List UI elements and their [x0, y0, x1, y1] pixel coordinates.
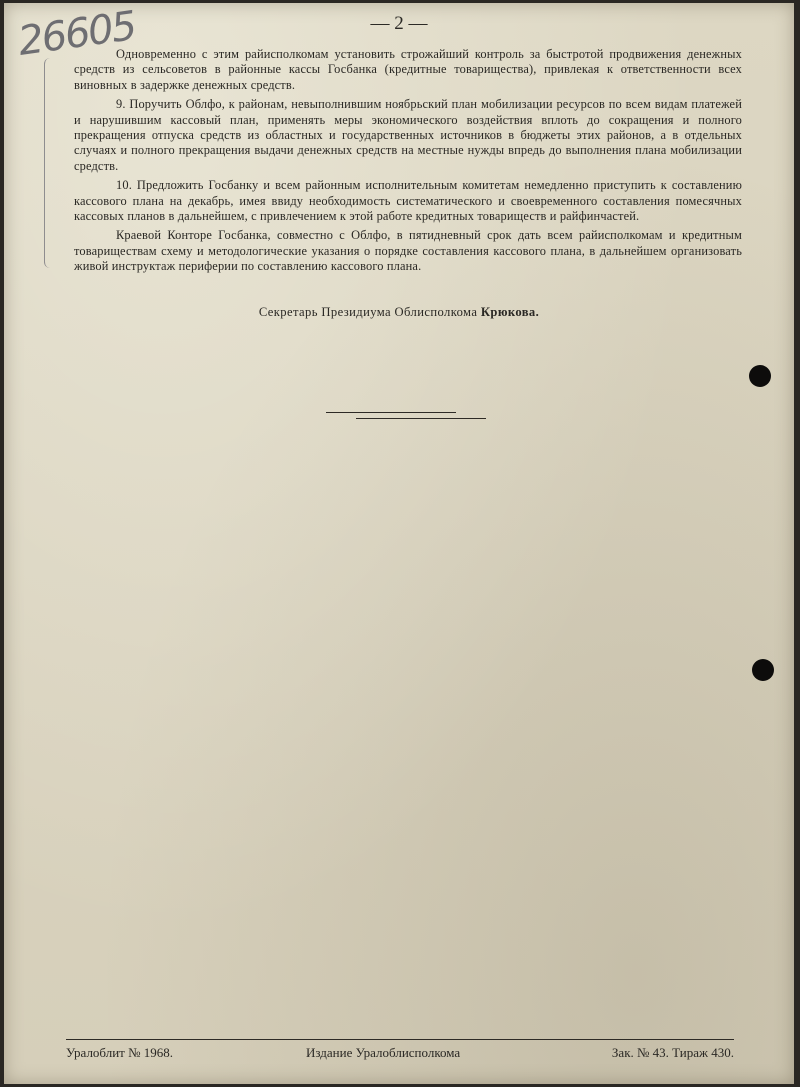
closing-rule-upper: [326, 412, 456, 413]
footer: [66, 1045, 734, 1065]
footer-rule: [66, 1039, 734, 1040]
punch-hole: [752, 659, 774, 681]
closing-rule-lower: [356, 418, 486, 419]
paragraph-9: 9. Поручить Облфо, к районам, невыполнившим ноябрьский план мобилизации ресурсов по всем видам платежей и нарушившим кассовый план, применять меры экономического воздействия вплоть до сокращения и полного прекращения отпуска средств из областных и государственных источников в бюджеты этих районов, а в отдельных случаях и полного прекращения выдачи денежных средств на местные нужды впредь до выполнения плана мобилизации средств.: [74, 97, 742, 173]
signature-name: Крюкова.: [480, 305, 540, 319]
paragraph-10: 10. Предложить Госбанку и всем районным исполнительным комитетам немедленно приступить к составлению кассового плана на декабрь, имея ввиду необходимость систематического и своевременного составления помесячных кассовых планов в дальнейшем, с привлечением к этой работе кредитных товариществ и райфинчастей.: [74, 178, 742, 224]
margin-bracket-mark: [44, 58, 51, 268]
paragraph-1: Одновременно с этим райисполкомам установить строжайший контроль за быстротой продвижения денежных средств из сельсоветов в районные кассы Госбанка (кредитные товарищества), привлекая к ответственности всех виновных в задержке денежных средств.: [74, 47, 742, 92]
archive-number-handwritten: 26605: [15, 3, 138, 65]
footer-print-run: Зак. № 43. Тираж 430.: [611, 1045, 734, 1060]
document-page: [4, 3, 794, 1084]
page-number: — 2 —: [370, 13, 428, 34]
signature-title: Секретарь Президиума Облисполкома: [258, 305, 478, 319]
signature-line: [4, 305, 794, 320]
footer-censor-number: Уралоблит № 1968.: [66, 1045, 174, 1060]
punch-hole: [749, 365, 771, 387]
footer-publisher: Издание Уралоблисполкома: [306, 1045, 461, 1060]
document-body: [74, 47, 742, 279]
paragraph-gosbank: Краевой Конторе Госбанка, совместно с Облфо, в пятидневный срок дать всем райисполкомам и кредитным товариществам схему и методологические указания о порядке составления кассового плана, в дальнейшем организовать живой инструктаж периферии по составлению кассового плана.: [74, 228, 742, 274]
